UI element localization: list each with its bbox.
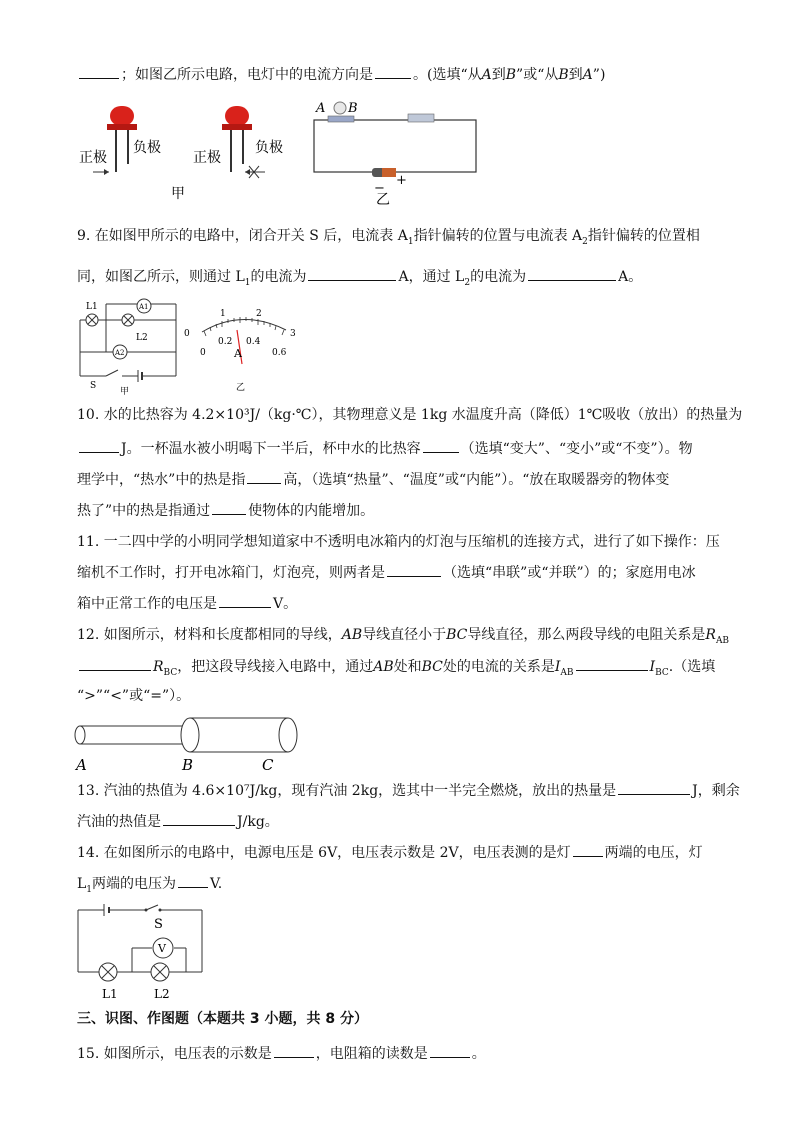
dial-bottom-1: 0.2 [218, 337, 233, 347]
led-1 [79, 106, 161, 175]
dial-bottom-3: 0.6 [272, 348, 287, 358]
wire-A-label: A [76, 756, 87, 774]
q11-line1: 11. 一二四中学的小明同学想知道家中不透明电冰箱内的灯泡与压缩机的连接方式，进行了如下操作：压 [77, 534, 720, 550]
svg-text:L1: L1 [102, 987, 118, 1001]
svg-text:A2: A2 [115, 349, 125, 357]
q8-jia-label: 甲 [171, 186, 185, 202]
q14-line1: 14. 在如图所示的电路中，电源电压是 6V，电压表示数是 2V，电压表测的是灯 两端的电压，灯 [77, 842, 703, 863]
q10-line2: J。一杯温水被小明喝下一半后，杯中水的比热容 （选填“变大”、“变小”或“不变”）。物 [77, 438, 693, 459]
q9-line1: 9. 在如图甲所示的电路中，闭合开关 S 后，电流表 $A_1$指针偏转的位置与电流表 $A_2$指针偏转的位置相 [77, 228, 700, 247]
led2-positive-label: 正极 [193, 150, 221, 166]
q10-blank-2[interactable] [423, 438, 459, 453]
svg-text:S: S [154, 917, 163, 932]
q8-blank-1[interactable] [79, 64, 119, 79]
bulb-B-label: B [348, 101, 358, 116]
bulb-A-label: A [316, 101, 326, 116]
q14-blank-1[interactable] [573, 842, 603, 857]
A1-meter [137, 299, 151, 313]
dial-top-3: 3 [290, 329, 296, 339]
q11-line2: 缩机不工作时，打开电冰箱门，灯泡亮，则两者是 （选填“串联”或“并联”）的；家庭用电冰 [77, 562, 696, 583]
q8-led-figure [75, 100, 305, 210]
battery-plus: + [396, 173, 407, 188]
dial-top-1: 1 [220, 309, 226, 319]
q12-line1: 12. 如图所示，材料和长度都相同的导线，AB导线直径小于BC导线直径，那么两段导线的电阻关系是$R_{AB}$ [77, 627, 730, 646]
q12-blank-2[interactable] [576, 656, 648, 671]
q13-line1: 13. 汽油的热值为 4.6×10⁷J/kg，现有汽油 2kg，选其中一半完全燃烧，放出的热量是 J，剩余 [77, 780, 740, 801]
svg-text:V: V [158, 942, 166, 955]
q12-line3: “>”“<”或“=”）。 [77, 688, 191, 704]
dial-unit: A [234, 347, 242, 360]
q12-wire-figure [74, 714, 304, 774]
svg-text:L2: L2 [154, 987, 170, 1001]
q8-blank-2[interactable] [375, 64, 411, 79]
switch-S [146, 905, 158, 910]
L1-lamp [99, 963, 117, 981]
q14-blank-2[interactable] [178, 873, 208, 888]
q10-blank-1[interactable] [79, 438, 119, 453]
wire-C-label: C [262, 756, 274, 774]
svg-text:L2: L2 [136, 333, 148, 343]
A2-meter [113, 345, 127, 359]
q10-line3: 理学中，“热水”中的热是指 高，（选填“热量”、“温度”或“内能”）。“放在取暖器旁的物体变 [77, 469, 669, 490]
switch [408, 114, 434, 122]
q9-blank-2[interactable] [528, 266, 616, 281]
q12-line2: $R_{BC}$，把这段导线接入电路中，通过AB处和BC处的电流的关系是$I_{AB}$ $I_{BC}$.（选填 [77, 656, 715, 683]
led1-positive-label: 正极 [79, 150, 107, 166]
q9-ammeter-dial [182, 300, 312, 392]
q10-blank-3[interactable] [247, 469, 281, 484]
dial-top-2: 2 [256, 309, 262, 319]
q15-blank-2[interactable] [430, 1043, 470, 1058]
q14-line2: $L_1$两端的电压为 V. [77, 873, 222, 900]
V-meter [153, 938, 173, 958]
q10-line1: 10. 水的比热容为 4.2×10³J/（kg·℃），其物理意义是 1kg 水温度升高（降低）1℃吸收（放出）的热量为 [77, 407, 743, 423]
q9-circuit-figure [76, 300, 186, 396]
section3-title: 三、识图、作图题（本题共 3 小题，共 8 分） [77, 1011, 368, 1027]
q10-blank-4[interactable] [212, 500, 246, 515]
dial-bottom-2: 0.4 [246, 337, 261, 347]
q14-circuit-figure [76, 902, 216, 1002]
L1-lamp [86, 314, 98, 326]
q13-blank-1[interactable] [618, 780, 690, 795]
wire-B-label: B [182, 756, 194, 774]
svg-text:甲: 甲 [120, 387, 130, 397]
q8-yi-label: 乙 [376, 192, 390, 208]
q11-line3: 箱中正常工作的电压是 V。 [77, 593, 297, 614]
q11-blank-2[interactable] [219, 593, 271, 608]
svg-text:S: S [90, 381, 97, 391]
svg-text:A1: A1 [139, 303, 149, 311]
dial-top-0: 0 [184, 329, 190, 339]
q15-blank-1[interactable] [274, 1043, 314, 1058]
L2-lamp [122, 314, 134, 326]
q9-blank-1[interactable] [308, 266, 396, 281]
led-2 [193, 106, 283, 178]
svg-text:L1: L1 [86, 302, 98, 312]
q13-blank-2[interactable] [163, 811, 235, 826]
svg-text:乙: 乙 [236, 383, 246, 393]
q8-circuit-figure [312, 98, 492, 208]
led2-negative-label: 负极 [255, 140, 283, 156]
q12-blank-1[interactable] [79, 656, 151, 671]
q9-line2: 同，如图乙所示，则通过 $L_1$的电流为 A，通过 $L_2$的电流为 A。 [77, 266, 642, 293]
dial-bottom-0: 0 [200, 348, 206, 358]
battery-minus: − [374, 181, 385, 196]
L2-lamp [151, 963, 169, 981]
q15-line1: 15. 如图所示，电压表的示数是 ，电阻箱的读数是 。 [77, 1043, 486, 1064]
q11-blank-1[interactable] [387, 562, 441, 577]
q8-line1: ；如图乙所示电路，电灯中的电流方向是 。(选填“从A到B”或“从B到A”) [77, 64, 605, 85]
q13-line2: 汽油的热值是 J/kg。 [77, 811, 279, 832]
q10-line4: 热了”中的热是指通过 使物体的内能增加。 [77, 500, 374, 521]
led1-negative-label: 负极 [133, 140, 161, 156]
